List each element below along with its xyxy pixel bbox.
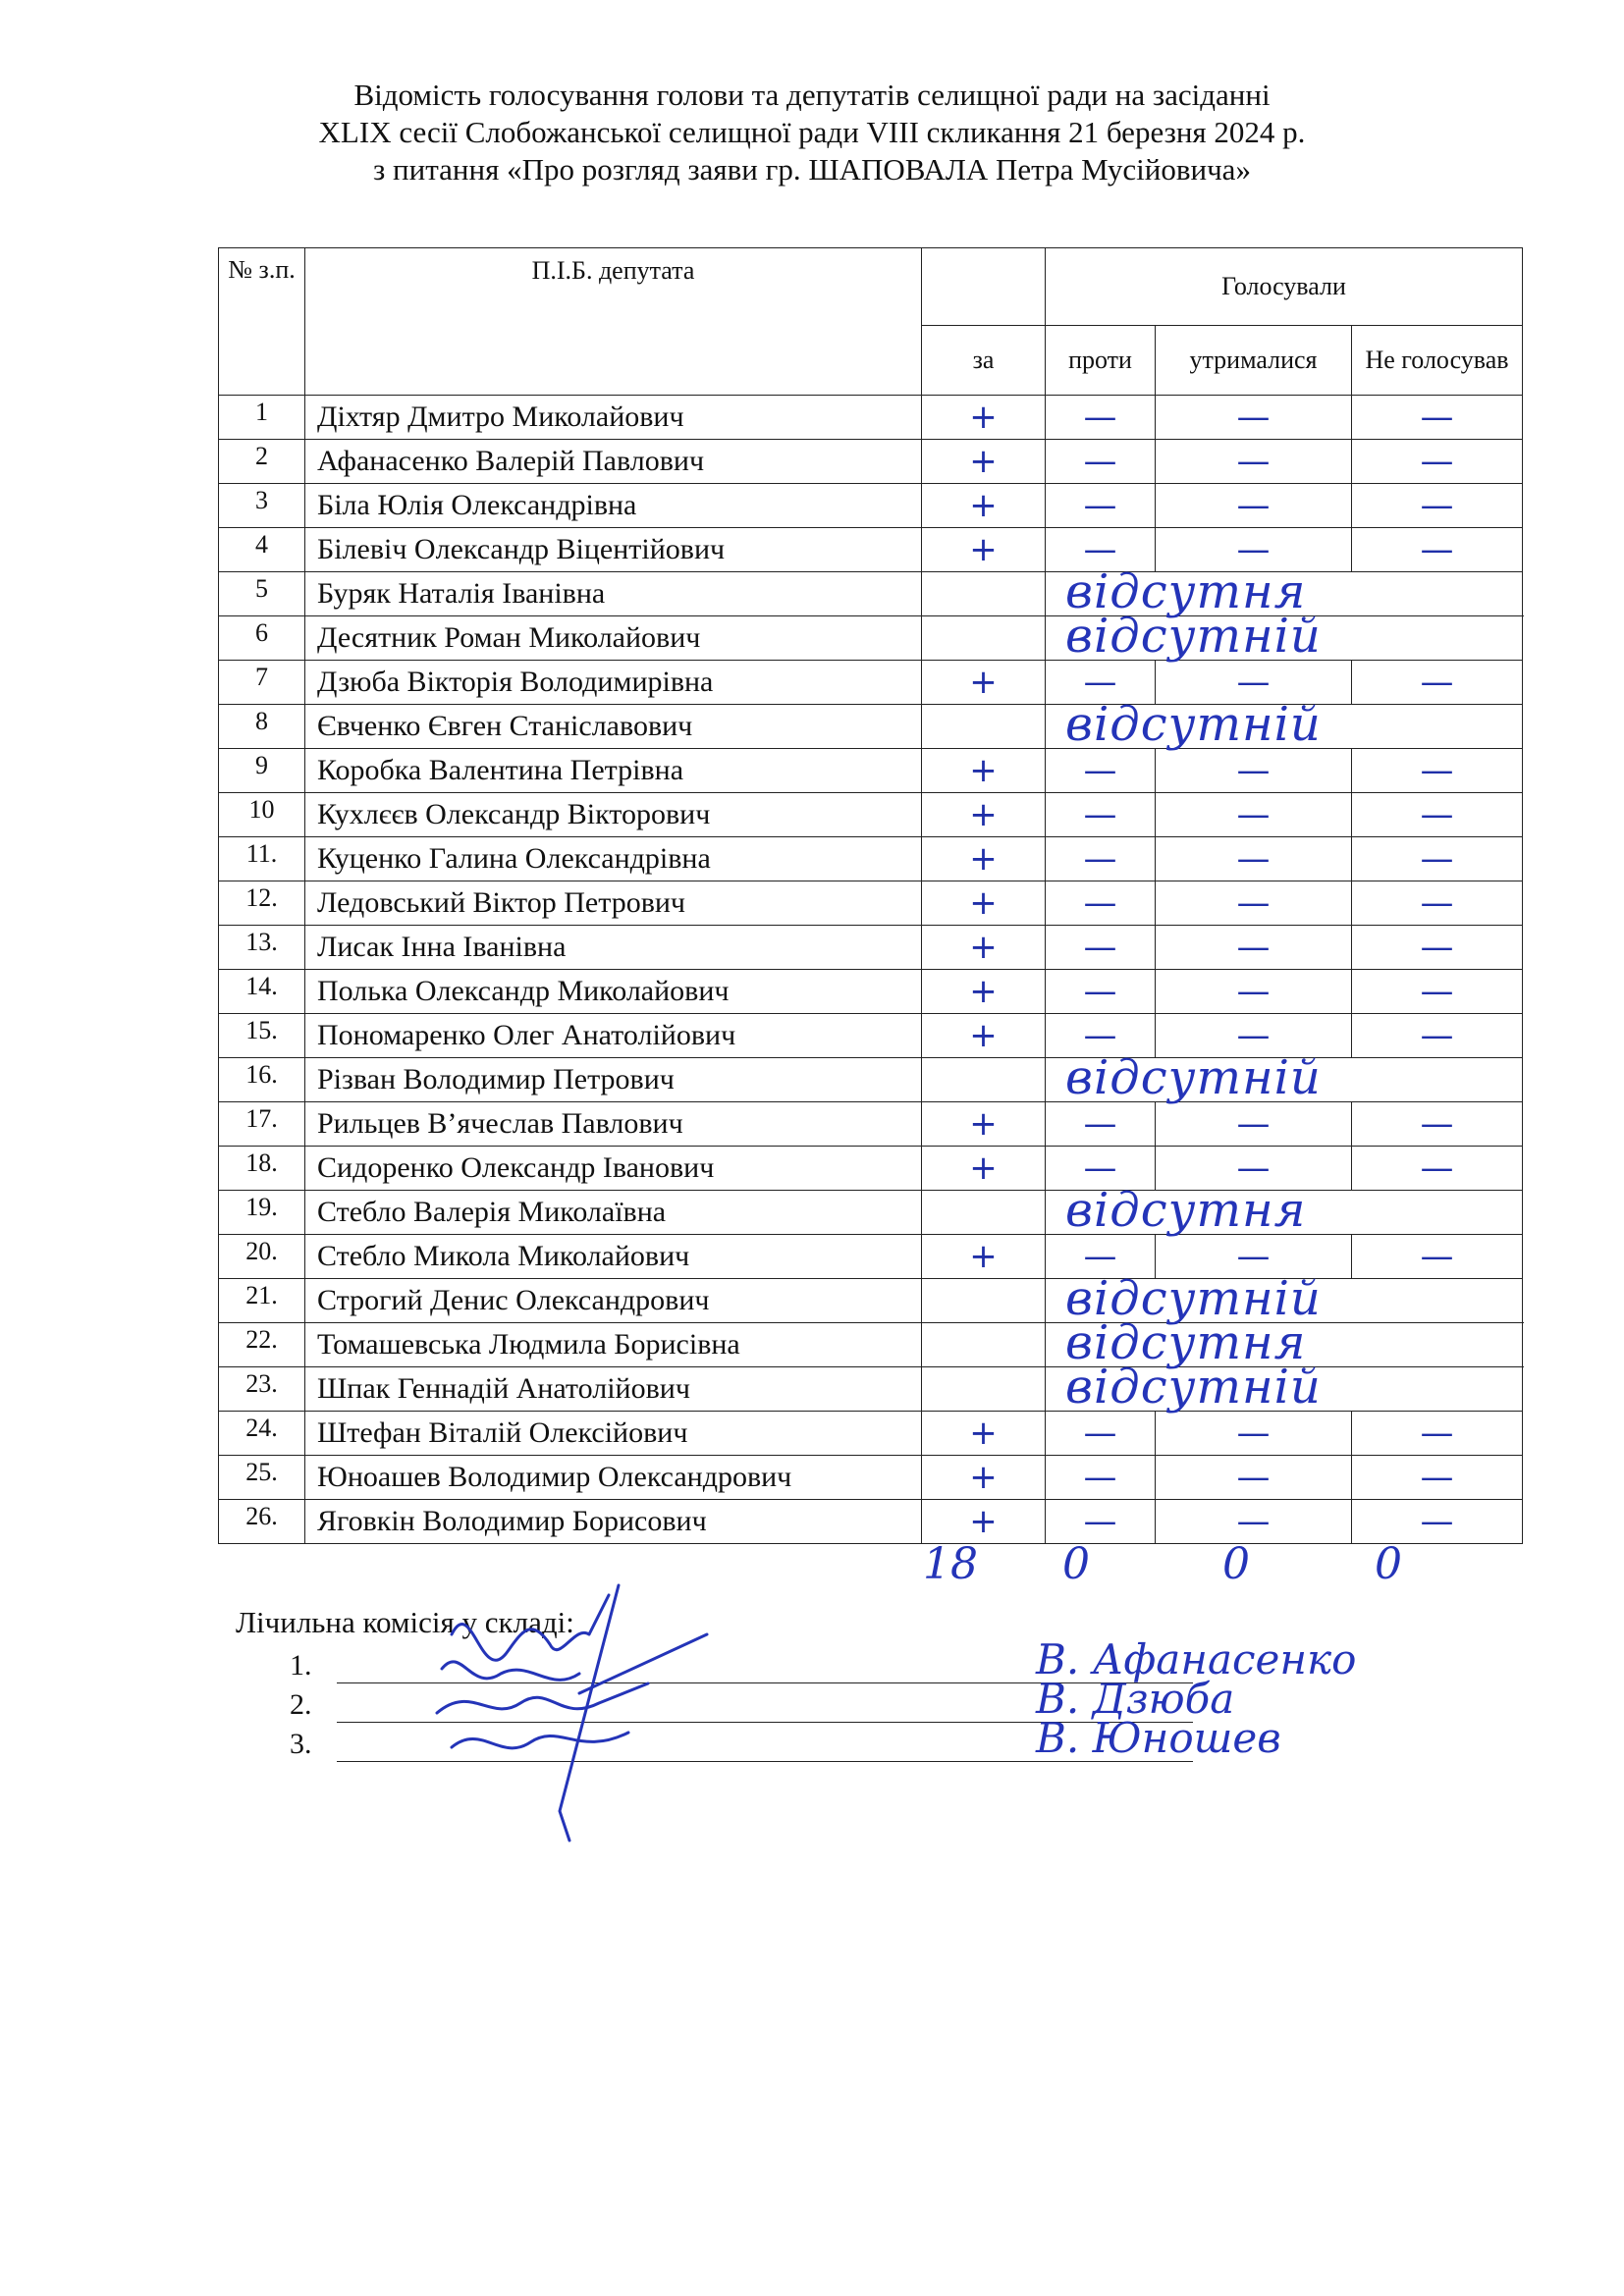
vote-for: + (922, 1456, 1046, 1500)
vote-not-voted: — (1352, 749, 1523, 793)
voting-table-body (219, 396, 1523, 1544)
vote-for: + (922, 661, 1046, 705)
vote-for-empty (922, 1367, 1046, 1412)
absent-note: відсутній (1065, 697, 1322, 752)
vote-not-voted: — (1352, 1412, 1523, 1456)
signature-stroke-3 (437, 1683, 648, 1713)
vote-against: — (1046, 837, 1156, 881)
member-index: 3. (290, 1728, 312, 1760)
vote-abstain: — (1156, 1456, 1352, 1500)
row-number: 14. (219, 970, 305, 1014)
vote-abstain: — (1156, 396, 1352, 440)
vote-not-voted: — (1352, 528, 1523, 572)
deputy-name: Коробка Валентина Петрівна (305, 749, 922, 793)
vote-against: — (1046, 881, 1156, 926)
absent-note: відсутня (1065, 1183, 1307, 1238)
deputy-name: Десятник Роман Миколайович (305, 616, 922, 661)
row-number: 24. (219, 1412, 305, 1456)
total-against: 0 (1062, 1539, 1090, 1589)
deputy-name: Дзюба Вікторія Володимирівна (305, 661, 922, 705)
vote-not-voted: — (1352, 484, 1523, 528)
row-number: 17. (219, 1102, 305, 1147)
vote-abstain: — (1156, 926, 1352, 970)
table-row (219, 1412, 1523, 1456)
deputy-name: Стебло Валерія Миколаївна (305, 1191, 922, 1235)
table-row (219, 1014, 1523, 1058)
deputy-name: Стебло Микола Миколайович (305, 1235, 922, 1279)
signature-stroke-1 (452, 1595, 609, 1660)
deputy-name: Біла Юлія Олександрівна (305, 484, 922, 528)
deputy-name: Лисак Інна Іванівна (305, 926, 922, 970)
deputy-name: Діхтяр Дмитро Миколайович (305, 396, 922, 440)
table-row (219, 1058, 1523, 1102)
vote-not-voted: — (1352, 1500, 1523, 1544)
vote-not-voted: — (1352, 1456, 1523, 1500)
row-number: 5 (219, 572, 305, 616)
absent-cell (1046, 1360, 1523, 1415)
vote-for: + (922, 1235, 1046, 1279)
vote-against: — (1046, 1456, 1156, 1500)
header-line-1: Відомість голосування голови та депутатів селищної ради на засіданні (353, 78, 1271, 112)
column-header-abstain: утрималися (1156, 326, 1352, 396)
row-number: 4 (219, 528, 305, 572)
vote-abstain: — (1156, 881, 1352, 926)
table-row (219, 396, 1523, 440)
total-for: 18 (923, 1539, 978, 1589)
absent-note: відсутній (1065, 1271, 1322, 1326)
row-number: 9 (219, 749, 305, 793)
vote-against: — (1046, 749, 1156, 793)
vote-for: + (922, 1500, 1046, 1544)
vote-for-empty (922, 1191, 1046, 1235)
row-number: 3 (219, 484, 305, 528)
row-number: 15. (219, 1014, 305, 1058)
vote-for: + (922, 440, 1046, 484)
table-row (219, 926, 1523, 970)
deputy-name: Полька Олександр Миколайович (305, 970, 922, 1014)
vote-abstain: — (1156, 1014, 1352, 1058)
deputy-name: Ледовський Віктор Петрович (305, 881, 922, 926)
member-signature: В. Дзюба (1036, 1675, 1235, 1723)
vote-for-empty (922, 1323, 1046, 1367)
table-row (219, 1191, 1523, 1235)
vote-abstain: — (1156, 970, 1352, 1014)
absent-cell (1046, 609, 1523, 664)
vote-not-voted: — (1352, 926, 1523, 970)
vote-for: + (922, 881, 1046, 926)
vote-abstain: — (1156, 440, 1352, 484)
vote-abstain: — (1156, 528, 1352, 572)
vote-abstain: — (1156, 661, 1352, 705)
column-header-against: проти (1046, 326, 1156, 396)
row-number: 20. (219, 1235, 305, 1279)
vote-abstain: — (1156, 484, 1352, 528)
table-row (219, 705, 1523, 749)
vote-for: + (922, 793, 1046, 837)
row-number: 6 (219, 616, 305, 661)
vote-not-voted: — (1352, 837, 1523, 881)
column-header-empty (922, 248, 1046, 326)
vote-against: — (1046, 1014, 1156, 1058)
vote-not-voted: — (1352, 1102, 1523, 1147)
vote-against: — (1046, 926, 1156, 970)
column-header-voted: Голосували (1046, 248, 1523, 326)
vote-against: — (1046, 1500, 1156, 1544)
absent-cell (1046, 1050, 1523, 1105)
table-row (219, 1500, 1523, 1544)
row-number: 16. (219, 1058, 305, 1102)
vote-against: — (1046, 440, 1156, 484)
vote-against: — (1046, 1235, 1156, 1279)
deputy-name: Афанасенко Валерій Павлович (305, 440, 922, 484)
deputy-name: Юноашев Володимир Олександрович (305, 1456, 922, 1500)
vote-for: + (922, 926, 1046, 970)
row-number: 11. (219, 837, 305, 881)
member-index: 2. (290, 1688, 312, 1721)
row-number: 10 (219, 793, 305, 837)
row-number: 13. (219, 926, 305, 970)
vote-against: — (1046, 484, 1156, 528)
absent-cell (1046, 697, 1523, 752)
signature-stroke-4 (452, 1733, 628, 1748)
deputy-name: Томашевська Людмила Борисівна (305, 1323, 922, 1367)
vote-against: — (1046, 1102, 1156, 1147)
vote-for-empty (922, 616, 1046, 661)
row-number: 2 (219, 440, 305, 484)
row-number: 1 (219, 396, 305, 440)
vote-against: — (1046, 528, 1156, 572)
vote-abstain: — (1156, 793, 1352, 837)
vote-not-voted: — (1352, 396, 1523, 440)
total-abstain: 0 (1222, 1539, 1250, 1589)
absent-cell (1046, 1183, 1523, 1238)
deputy-name: Шпак Геннадій Анатолійович (305, 1367, 922, 1412)
vote-abstain: — (1156, 837, 1352, 881)
vote-for: + (922, 1014, 1046, 1058)
header-line-2: XLIX сесії Слобожанської селищної ради VIII скликання 21 березня 2024 р. (318, 115, 1306, 149)
table-row (219, 1456, 1523, 1500)
header-line-3: з питання «Про розгляд заяви гр. ШАПОВАЛА Петра Мусійовича» (373, 152, 1251, 187)
member-signature: В. Афанасенко (1036, 1635, 1357, 1683)
column-header-not-voted: Не голосував (1352, 326, 1523, 396)
column-header-for: за (922, 326, 1046, 396)
vote-for: + (922, 484, 1046, 528)
vote-for: + (922, 1412, 1046, 1456)
row-number: 12. (219, 881, 305, 926)
signature-stroke-5 (560, 1585, 619, 1841)
vote-against: — (1046, 793, 1156, 837)
row-number: 25. (219, 1456, 305, 1500)
table-row (219, 1235, 1523, 1279)
deputy-name: Рильцев В’ячеслав Павлович (305, 1102, 922, 1147)
absent-note: відсутній (1065, 1050, 1322, 1105)
row-number: 22. (219, 1323, 305, 1367)
vote-not-voted: — (1352, 1014, 1523, 1058)
column-header-name: П.І.Б. депутата (305, 248, 922, 396)
vote-not-voted: — (1352, 793, 1523, 837)
row-number: 7 (219, 661, 305, 705)
column-header-number: № з.п. (219, 248, 305, 396)
absent-note: відсутній (1065, 1360, 1322, 1415)
table-row (219, 661, 1523, 705)
vote-for: + (922, 837, 1046, 881)
deputy-name: Штефан Віталій Олексійович (305, 1412, 922, 1456)
deputy-name: Строгий Денис Олександрович (305, 1279, 922, 1323)
row-number: 23. (219, 1367, 305, 1412)
table-row (219, 1279, 1523, 1323)
vote-not-voted: — (1352, 881, 1523, 926)
voting-table (218, 247, 1523, 1544)
table-row (219, 484, 1523, 528)
member-signature: В. Юношев (1036, 1714, 1281, 1762)
vote-for-empty (922, 1279, 1046, 1323)
absent-note: відсутня (1065, 1315, 1307, 1370)
deputy-name: Євченко Євген Станіславович (305, 705, 922, 749)
vote-not-voted: — (1352, 661, 1523, 705)
deputy-name: Сидоренко Олександр Іванович (305, 1147, 922, 1191)
deputy-name: Білевіч Олександр Віцентійович (305, 528, 922, 572)
counting-commission-label: Лічильна комісія у складі: (236, 1605, 574, 1639)
table-row (219, 1323, 1523, 1367)
deputy-name: Кухлєєв Олександр Вікторович (305, 793, 922, 837)
vote-for: + (922, 528, 1046, 572)
vote-for: + (922, 749, 1046, 793)
row-number: 18. (219, 1147, 305, 1191)
member-index: 1. (290, 1649, 312, 1682)
deputy-name: Куценко Галина Олександрівна (305, 837, 922, 881)
row-number: 26. (219, 1500, 305, 1544)
vote-abstain: — (1156, 1147, 1352, 1191)
table-row (219, 1147, 1523, 1191)
vote-abstain: — (1156, 1412, 1352, 1456)
vote-against: — (1046, 970, 1156, 1014)
vote-not-voted: — (1352, 1235, 1523, 1279)
table-row (219, 749, 1523, 793)
vote-abstain: — (1156, 1500, 1352, 1544)
deputy-name: Різван Володимир Петрович (305, 1058, 922, 1102)
row-number: 8 (219, 705, 305, 749)
deputy-name: Пономаренко Олег Анатолійович (305, 1014, 922, 1058)
row-number: 21. (219, 1279, 305, 1323)
vote-abstain: — (1156, 749, 1352, 793)
vote-abstain: — (1156, 1235, 1352, 1279)
table-row (219, 616, 1523, 661)
vote-for: + (922, 970, 1046, 1014)
vote-abstain: — (1156, 1102, 1352, 1147)
vote-for: + (922, 396, 1046, 440)
vote-for-empty (922, 572, 1046, 616)
total-not-voted: 0 (1375, 1539, 1402, 1589)
vote-for-empty (922, 1058, 1046, 1102)
vote-for-empty (922, 705, 1046, 749)
vote-for: + (922, 1147, 1046, 1191)
vote-not-voted: — (1352, 970, 1523, 1014)
table-row (219, 793, 1523, 837)
absent-note: відсутній (1065, 609, 1322, 664)
vote-for: + (922, 1102, 1046, 1147)
vote-not-voted: — (1352, 440, 1523, 484)
signature-stroke-2 (442, 1662, 579, 1681)
table-row (219, 440, 1523, 484)
table-row (219, 970, 1523, 1014)
table-row (219, 837, 1523, 881)
vote-not-voted: — (1352, 1147, 1523, 1191)
handwritten-signatures (412, 1575, 727, 1850)
table-row (219, 528, 1523, 572)
table-row (219, 1102, 1523, 1147)
vote-against: — (1046, 1412, 1156, 1456)
deputy-name: Яговкін Володимир Борисович (305, 1500, 922, 1544)
table-row (219, 572, 1523, 616)
deputy-name: Буряк Наталія Іванівна (305, 572, 922, 616)
vote-against: — (1046, 396, 1156, 440)
table-row (219, 1367, 1523, 1412)
absent-note: відсутня (1065, 564, 1307, 619)
vote-against: — (1046, 1147, 1156, 1191)
vote-against: — (1046, 661, 1156, 705)
document-header (0, 77, 1624, 188)
row-number: 19. (219, 1191, 305, 1235)
table-row (219, 881, 1523, 926)
